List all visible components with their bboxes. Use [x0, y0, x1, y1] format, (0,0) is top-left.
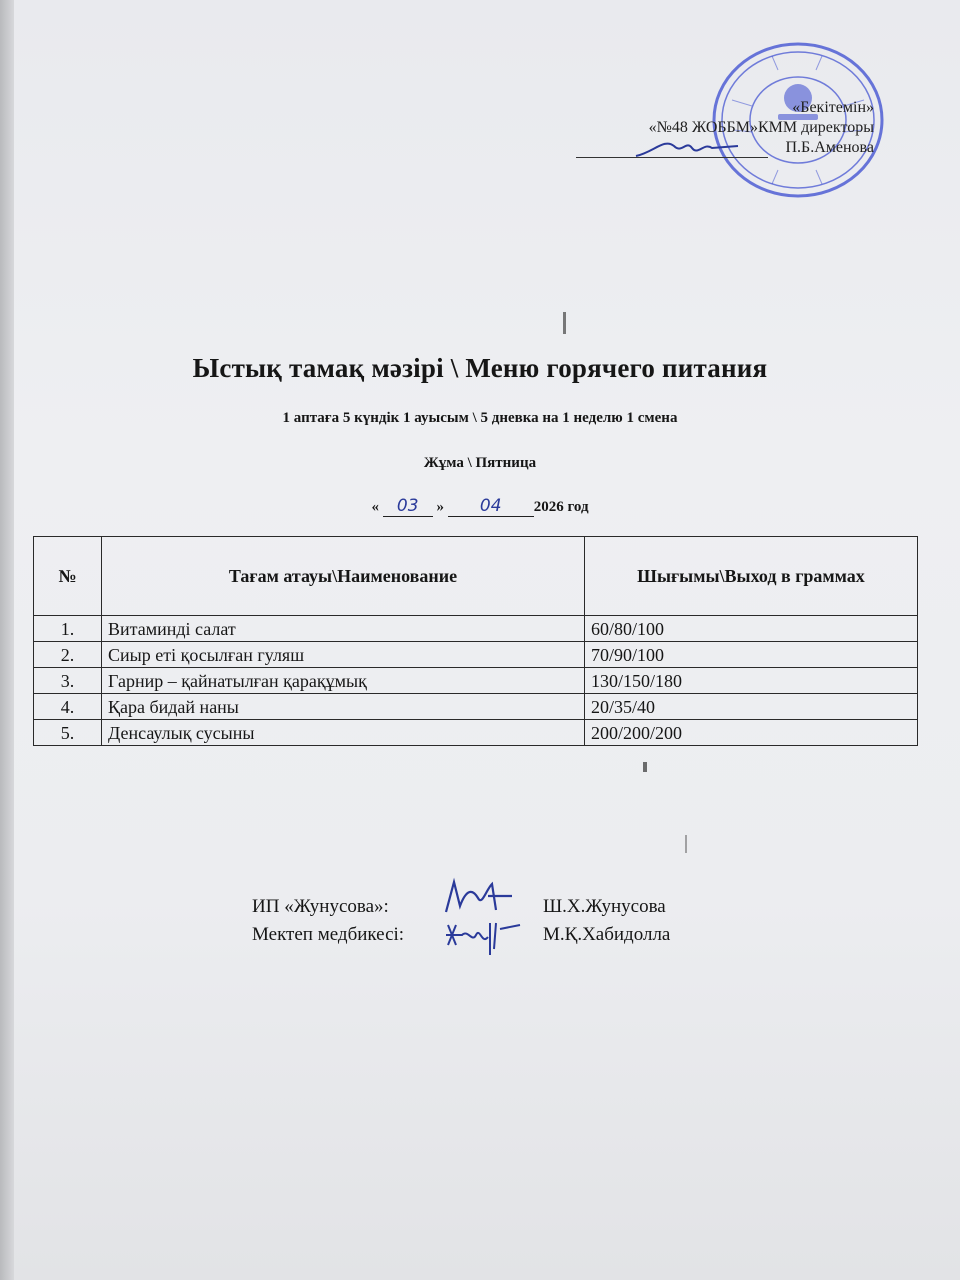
header-number: № [34, 537, 102, 616]
row-number: 2. [34, 642, 102, 668]
table-row [34, 668, 918, 694]
row-dish: Сиыр еті қосылған гуляш [102, 642, 585, 668]
approval-block [514, 98, 874, 158]
table-row [34, 642, 918, 668]
date-month: 04 [448, 496, 534, 517]
row-yield: 20/35/40 [585, 694, 918, 720]
approval-line-1: «Бекітемін» [792, 99, 874, 116]
date-quote-open: « [371, 499, 379, 515]
header-dish: Тағам атауы\Наименование [102, 537, 585, 616]
date-quote-close: » [436, 499, 444, 515]
table-row [34, 694, 918, 720]
page-subtitle: 1 аптаға 5 күндік 1 ауысым \ 5 дневка на 1 неделю 1 смена [282, 410, 678, 426]
row-dish: Денсаулық сусыны [102, 720, 585, 746]
stray-mark [685, 835, 687, 853]
table-row [34, 616, 918, 642]
row-yield: 70/90/100 [585, 642, 918, 668]
row-yield: 60/80/100 [585, 616, 918, 642]
row-yield: 200/200/200 [585, 720, 918, 746]
weekday: Жұма \ Пятница [423, 455, 537, 471]
stray-mark [563, 312, 566, 334]
entrepreneur-signature [440, 876, 520, 916]
menu-date [0, 496, 960, 517]
signature-role-1: ИП «Жунусова»: [252, 896, 389, 917]
page-title: Ыстық тамақ мәзірі \ Меню горячего питания [192, 353, 768, 383]
row-number: 3. [34, 668, 102, 694]
stray-mark [643, 762, 647, 772]
row-number: 4. [34, 694, 102, 720]
nurse-signature [444, 915, 524, 959]
signature-role-2: Мектеп медбикесі: [252, 924, 405, 945]
row-dish: Қара бидай наны [102, 694, 585, 720]
row-dish: Гарнир – қайнатылған қарақұмық [102, 668, 585, 694]
date-year: 2026 год [533, 499, 589, 515]
table-row [34, 720, 918, 746]
row-number: 1. [34, 616, 102, 642]
signature-name-1: Ш.Х.Жунусова [543, 896, 666, 917]
row-number: 5. [34, 720, 102, 746]
menu-table [33, 536, 918, 746]
table-header-row [34, 537, 918, 616]
director-signature [634, 132, 744, 162]
paper-stack-edge [0, 0, 14, 1280]
approval-line-2: «№48 ЖОББМ»КММ директоры [648, 119, 874, 136]
header-yield: Шығымы\Выход в граммах [585, 537, 918, 616]
approval-signature-row [514, 138, 874, 158]
signature-name-2: М.Қ.Хабидолла [543, 924, 671, 945]
row-yield: 130/150/180 [585, 668, 918, 694]
date-day: 03 [383, 496, 433, 517]
row-dish: Витаминді салат [102, 616, 585, 642]
director-name: П.Б.Аменова [785, 139, 874, 156]
